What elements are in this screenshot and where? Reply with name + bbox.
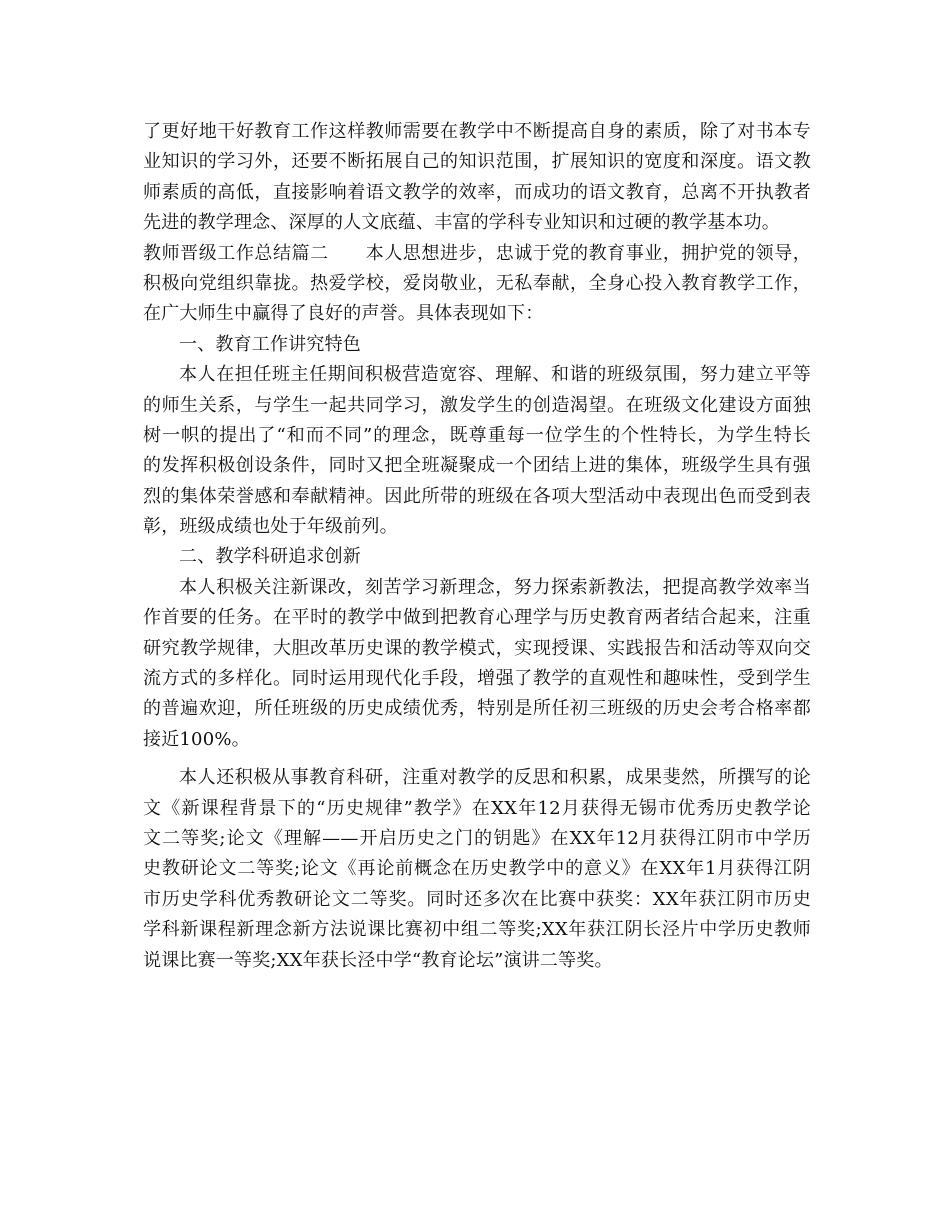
text-line: 学科新课程新理念新方法说课比赛初中组二等奖;XX年获江阴长泾片中学历史教师 xyxy=(143,919,811,941)
text-line: 市历史学科优秀教研论文二等奖。同时还多次在比赛中获奖：XX年获江阴市历史 xyxy=(143,888,811,910)
text-line: 积极向党组织靠拢。热爱学校，爱岗敬业，无私奉献，全身心投入教育教学工作， xyxy=(143,272,811,294)
section-heading-line: 教师晋级工作总结篇二 本人思想进步，忠诚于党的教育事业，拥护党的领导， xyxy=(143,242,811,264)
text-line: 师素质的高低，直接影响着语文教学的效率，而成功的语文教育，总离不开执教者 xyxy=(143,181,811,203)
text-line: 作首要的任务。在平时的教学中做到把教育心理学与历史教育两者结合起来，注重 xyxy=(143,607,811,629)
text-line: 接近100%。 xyxy=(143,728,250,750)
section-heading: 二、教学科研追求创新 xyxy=(179,546,361,568)
text-line: 说课比赛一等奖;XX年获长泾中学“教育论坛”演讲二等奖。 xyxy=(143,949,613,971)
text-line: 了更好地干好教育工作这样教师需要在教学中不断提高自身的素质，除了对书本专 xyxy=(143,121,811,142)
section-heading: 一、教育工作讲究特色 xyxy=(179,333,361,355)
paragraph-start-line: 本人在担任班主任期间积极营造宽容、理解、和谐的班级氛围，努力建立平等 xyxy=(179,364,811,386)
text-line: 的普遍欢迎，所任班级的历史成绩优秀，特别是所任初三班级的历史会考合格率都 xyxy=(143,698,811,720)
text-line: 的发挥积极创设条件，同时又把全班凝聚成一个团结上进的集体，班级学生具有强 xyxy=(143,455,811,477)
text-line: 先进的教学理念、深厚的人文底蕴、丰富的学科专业知识和过硬的教学基本功。 xyxy=(143,212,780,234)
text-line: 文《新课程背景下的“历史规律”教学》在XX年12月获得无锡市优秀历史教学论 xyxy=(143,797,811,819)
text-line: 树一帜的提出了“和而不同”的理念，既尊重每一位学生的个性特长，为学生特长 xyxy=(143,424,811,446)
paragraph-start-line: 本人还积极从事教育科研，注重对教学的反思和积累，成果斐然，所撰写的论 xyxy=(179,767,811,789)
document-body xyxy=(143,117,811,976)
text-line: 烈的集体荣誉感和奉献精神。因此所带的班级在各项大型活动中表现出色而受到表 xyxy=(143,485,811,507)
text-line: 文二等奖;论文《理解——开启历史之门的钥匙》在XX年12月获得江阴市中学历 xyxy=(143,827,811,849)
text-line: 业知识的学习外，还要不断拓展自己的知识范围，扩展知识的宽度和深度。语文教 xyxy=(143,151,811,173)
text-line: 流方式的多样化。同时运用现代化手段，增强了教学的直观性和趣味性，受到学生 xyxy=(143,668,811,690)
text-line: 史教研论文二等奖;论文《再论前概念在历史教学中的意义》在XX年1月获得江阴 xyxy=(143,858,811,880)
text-line: 彰，班级成绩也处于年级前列。 xyxy=(143,516,398,538)
text-line: 在广大师生中赢得了良好的声誉。具体表现如下： xyxy=(143,303,544,325)
text-line: 的师生关系，与学生一起共同学习，激发学生的创造渴望。在班级文化建设方面独 xyxy=(143,394,811,416)
paragraph-start-line: 本人积极关注新课改，刻苦学习新理念，努力探索新教法，把提高教学效率当 xyxy=(179,576,811,598)
paragraph-gap xyxy=(143,755,811,763)
text-line: 研究教学规律，大胆改革历史课的教学模式，实现授课、实践报告和活动等双向交 xyxy=(143,637,811,659)
